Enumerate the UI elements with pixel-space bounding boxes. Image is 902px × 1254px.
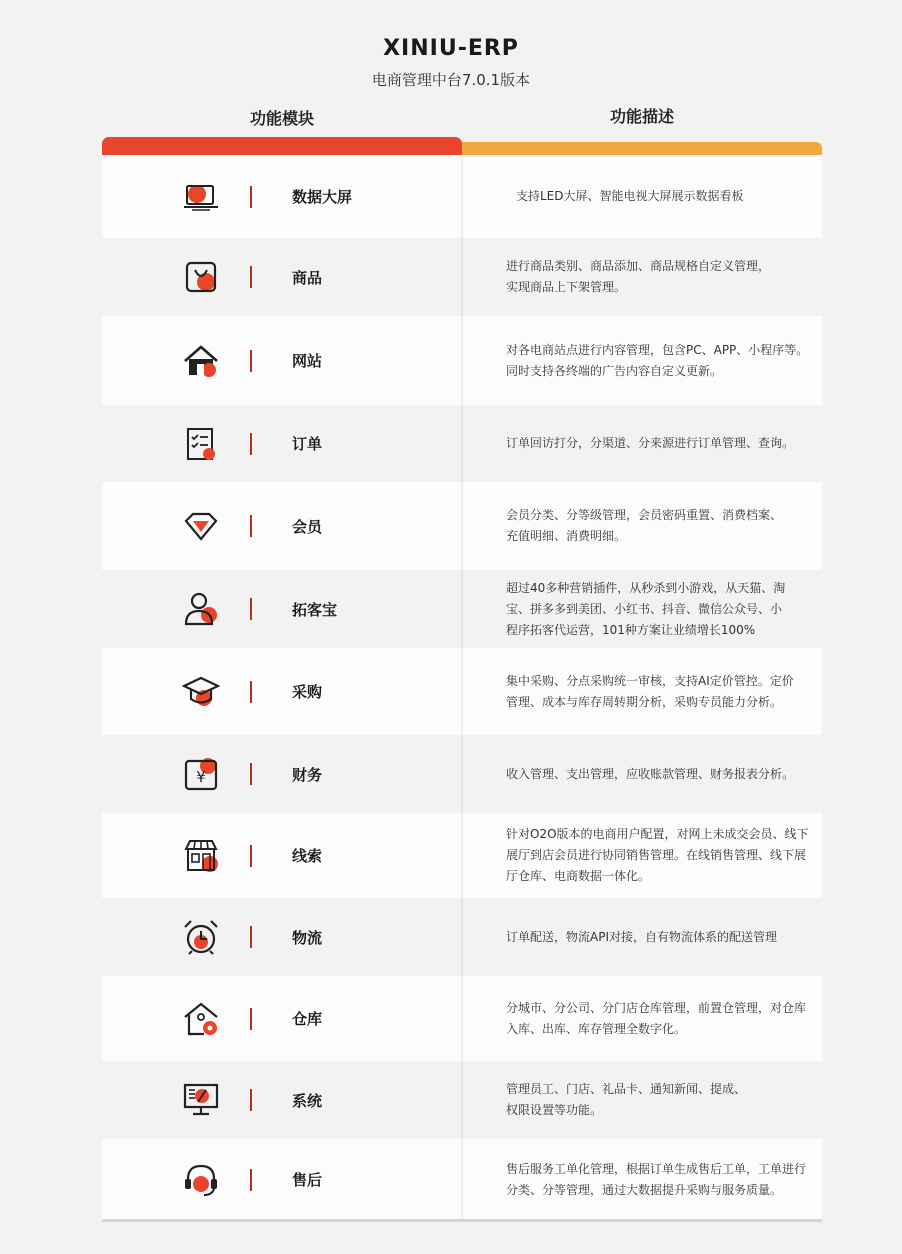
- module-cell: [102, 238, 462, 316]
- page-title: XINIU-ERP: [383, 36, 519, 61]
- description-cell: 超过40多种营销插件，从秒杀到小游戏，从天猫、淘 宝、拼多多到美团、小红书、抖音、微信公众号、小 程序拓客代运营，101种方案让业绩增长100%: [462, 570, 822, 648]
- row-divider: [250, 433, 252, 455]
- graduation-cap-icon: [182, 673, 220, 711]
- description-cell: 对各电商站点进行内容管理，包含PC、APP、小程序等。 同时支持各终端的广告内容自定义更新。: [462, 316, 822, 405]
- person-icon: [182, 590, 220, 628]
- description-cell: 集中采购、分点采购统一审核，支持AI定价管控。定价 管理、成本与库存周转期分析，采购专员能力分析。: [462, 648, 822, 735]
- row-divider: [250, 763, 252, 785]
- module-name: 拓客宝: [292, 600, 338, 619]
- column-header-description: 功能描述: [609, 107, 674, 126]
- row-divider: [250, 1169, 252, 1191]
- module-cell: [102, 735, 462, 813]
- module-cell: [102, 482, 462, 570]
- row-divider: [250, 1089, 252, 1111]
- description-cell: 管理员工、门店、礼品卡、通知新闻、提成、 权限设置等功能。: [462, 1061, 822, 1139]
- module-name: 售后: [292, 1171, 323, 1189]
- storefront-icon: [182, 837, 220, 875]
- module-cell: [102, 976, 462, 1061]
- module-cell: [102, 1061, 462, 1139]
- description-cell: 会员分类、分等级管理，会员密码重置、消费档案、 充值明细、消费明细。: [462, 482, 822, 570]
- description-cell: 针对O2O版本的电商用户配置，对网上未成交会员、线下 展厅到店会员进行协同销售管理。在线销售管理、线下展 厅仓库、电商数据一体化。: [462, 813, 822, 898]
- module-name: 线索: [292, 847, 323, 865]
- row-divider: [250, 598, 252, 620]
- module-cell: [102, 570, 462, 648]
- module-name: 仓库: [292, 1010, 323, 1028]
- monitor-icon: [182, 178, 220, 216]
- description-cell: 支持LED大屏、智能电视大屏展示数据看板: [462, 155, 822, 238]
- row-divider: [250, 681, 252, 703]
- module-name: 商品: [292, 268, 323, 287]
- module-cell: [102, 155, 462, 238]
- module-name: 数据大屏: [292, 188, 353, 206]
- description-cell: 分城市、分公司、分门店仓库管理，前置仓管理，对仓库 入库、出库、库存管理全数字化。: [462, 976, 822, 1061]
- row-divider: [250, 186, 252, 208]
- system-monitor-icon: [182, 1081, 220, 1119]
- module-cell: [102, 1139, 462, 1220]
- svg-text:¥: ¥: [196, 768, 206, 786]
- module-cell: [102, 813, 462, 898]
- module-name: 采购: [292, 683, 323, 701]
- house-icon: [182, 342, 220, 380]
- page-subtitle: 电商管理中台7.0.1版本: [371, 71, 531, 89]
- module-cell: [102, 316, 462, 405]
- description-cell: 收入管理、支出管理，应收账款管理、财务报表分析。: [462, 735, 822, 813]
- module-name: 会员: [292, 517, 323, 536]
- module-cell: [102, 648, 462, 735]
- row-divider: [250, 1008, 252, 1030]
- checklist-icon: [182, 425, 220, 463]
- module-name: 订单: [292, 435, 323, 453]
- header-bar-right: [462, 142, 822, 155]
- alarm-clock-icon: [182, 918, 220, 956]
- warehouse-gear-icon: [182, 1000, 220, 1038]
- description-cell: 订单回访打分，分渠道、分来源进行订单管理、查询。: [462, 405, 822, 482]
- row-divider: [250, 926, 252, 948]
- row-divider: [250, 350, 252, 372]
- headset-icon: [182, 1161, 220, 1199]
- shopping-bag-icon: [182, 258, 220, 296]
- row-divider: [250, 266, 252, 288]
- module-name: 系统: [292, 1091, 323, 1110]
- module-name: 物流: [292, 928, 323, 947]
- yen-icon: [182, 755, 220, 793]
- module-name: 财务: [292, 765, 323, 784]
- row-divider: [250, 845, 252, 867]
- table-bottom-border: [102, 1219, 822, 1222]
- header-bar-left: [102, 137, 462, 155]
- module-cell: [102, 405, 462, 482]
- diamond-icon: [182, 507, 220, 545]
- module-name: 网站: [292, 352, 323, 370]
- row-divider: [250, 515, 252, 537]
- column-separator: [461, 155, 464, 1220]
- description-cell: 订单配送，物流API对接，自有物流体系的配送管理: [462, 898, 822, 976]
- description-cell: 售后服务工单化管理，根据订单生成售后工单，工单进行 分类、分等管理，通过大数据提升采购与服务质量。: [462, 1139, 822, 1220]
- description-cell: 进行商品类别、商品添加、商品规格自定义管理， 实现商品上下架管理。: [462, 238, 822, 316]
- column-header-module: 功能模块: [249, 109, 314, 128]
- module-cell: [102, 898, 462, 976]
